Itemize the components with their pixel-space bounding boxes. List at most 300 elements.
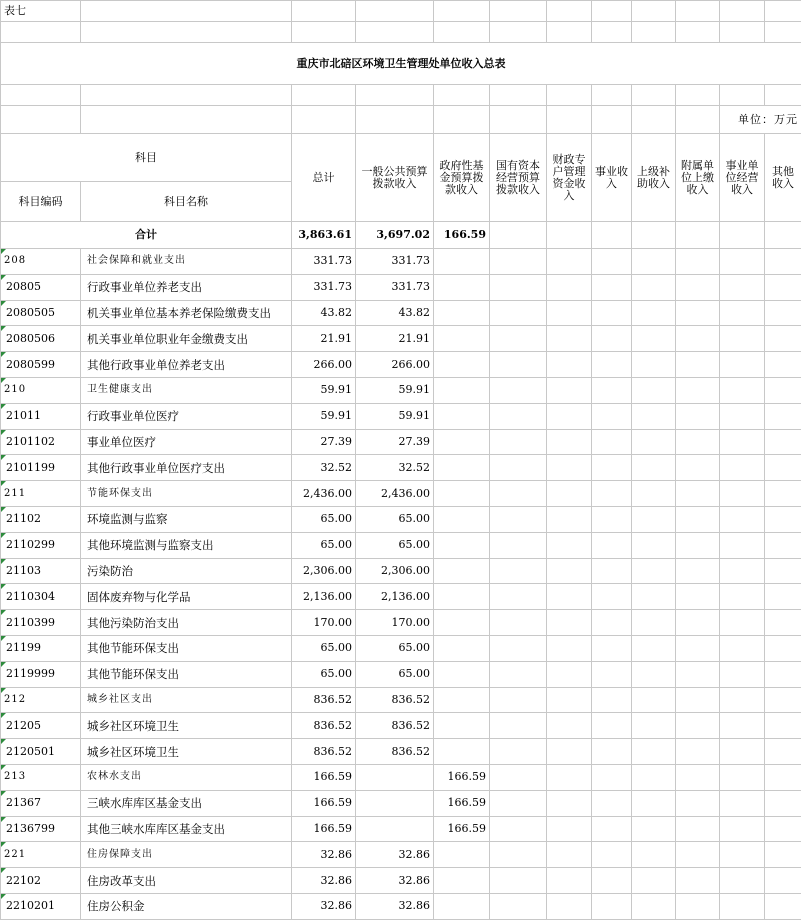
empty-cell[interactable] [490,661,547,687]
empty-cell[interactable] [547,403,592,429]
row-name[interactable]: 住房公积金 [81,893,292,919]
empty-cell[interactable] [632,893,676,919]
empty-cell[interactable] [490,506,547,532]
empty-cell[interactable] [632,455,676,481]
empty-cell[interactable] [676,868,720,894]
row-general[interactable]: 170.00 [356,610,434,636]
empty-cell[interactable] [490,893,547,919]
row-name[interactable]: 城乡社区环境卫生 [81,739,292,765]
row-code[interactable]: 21011 [1,403,81,429]
empty-cell[interactable] [765,455,801,481]
empty-cell[interactable] [720,481,765,507]
row-total[interactable]: 32.52 [292,455,356,481]
row-name[interactable]: 住房改革支出 [81,868,292,894]
empty-cell[interactable] [720,868,765,894]
empty-cell[interactable] [547,635,592,661]
row-name[interactable]: 其他污染防治支出 [81,610,292,636]
empty-cell[interactable] [547,506,592,532]
total-sum[interactable]: 3,863.61 [292,222,356,249]
empty-cell[interactable] [720,326,765,352]
empty-cell[interactable] [632,610,676,636]
empty-cell[interactable] [632,326,676,352]
empty-cell[interactable] [676,610,720,636]
empty-cell[interactable] [547,764,592,790]
row-name[interactable]: 城乡社区支出 [81,687,292,713]
row-total[interactable]: 65.00 [292,532,356,558]
row-fund[interactable] [434,532,490,558]
header-other[interactable]: 其他收入 [765,134,801,222]
empty-cell[interactable] [592,352,632,378]
row-total[interactable]: 27.39 [292,429,356,455]
row-code[interactable]: 2110304 [1,584,81,610]
header-operating[interactable]: 事业单位经营收入 [720,134,765,222]
row-fund[interactable] [434,739,490,765]
empty-cell[interactable] [592,790,632,816]
empty-cell[interactable] [592,300,632,326]
row-fund[interactable] [434,352,490,378]
row-total[interactable]: 43.82 [292,300,356,326]
row-general[interactable]: 836.52 [356,713,434,739]
empty-cell[interactable] [547,610,592,636]
empty-cell[interactable] [765,532,801,558]
empty-cell[interactable] [676,790,720,816]
empty-cell[interactable] [592,326,632,352]
empty-cell[interactable] [676,455,720,481]
row-code[interactable]: 20805 [1,274,81,300]
empty-cell[interactable] [490,687,547,713]
empty-cell[interactable] [547,532,592,558]
empty-cell[interactable] [632,764,676,790]
empty-cell[interactable] [676,352,720,378]
empty-cell[interactable] [490,455,547,481]
empty-cell[interactable] [765,249,801,275]
row-total[interactable]: 2,306.00 [292,558,356,584]
row-total[interactable]: 836.52 [292,713,356,739]
row-code[interactable]: 21205 [1,713,81,739]
row-general[interactable]: 836.52 [356,739,434,765]
header-gov-fund[interactable]: 政府性基金预算拨款收入 [434,134,490,222]
row-fund[interactable] [434,842,490,868]
empty-cell[interactable] [632,249,676,275]
empty-cell[interactable] [592,687,632,713]
empty-cell[interactable] [676,661,720,687]
empty-cell[interactable] [632,635,676,661]
empty-cell[interactable] [632,274,676,300]
empty-cell[interactable] [720,377,765,403]
row-code[interactable]: 213 [1,764,81,790]
empty-cell[interactable] [490,816,547,842]
row-total[interactable]: 65.00 [292,661,356,687]
row-general[interactable]: 65.00 [356,661,434,687]
row-total[interactable]: 836.52 [292,687,356,713]
empty-cell[interactable] [592,816,632,842]
empty-cell[interactable] [490,249,547,275]
row-general[interactable]: 43.82 [356,300,434,326]
empty-cell[interactable] [720,455,765,481]
total-label[interactable]: 合计 [1,222,292,249]
empty-cell[interactable] [765,739,801,765]
empty-cell[interactable] [676,893,720,919]
row-general[interactable]: 331.73 [356,249,434,275]
empty-cell[interactable] [765,300,801,326]
header-code[interactable]: 科目编码 [1,182,81,222]
empty-cell[interactable] [765,429,801,455]
empty-cell[interactable] [547,481,592,507]
row-name[interactable]: 其他行政事业单位医疗支出 [81,455,292,481]
row-general[interactable]: 331.73 [356,274,434,300]
empty-cell[interactable] [592,868,632,894]
row-total[interactable]: 166.59 [292,816,356,842]
row-code[interactable]: 21102 [1,506,81,532]
row-total[interactable]: 331.73 [292,274,356,300]
empty-cell[interactable] [765,764,801,790]
empty-cell[interactable] [720,300,765,326]
header-total[interactable]: 总计 [292,134,356,222]
unit-label[interactable]: 单位：万元 [720,106,801,134]
row-name[interactable]: 其他节能环保支出 [81,661,292,687]
empty-cell[interactable] [765,661,801,687]
empty-cell[interactable] [547,455,592,481]
row-name[interactable]: 行政事业单位养老支出 [81,274,292,300]
header-state-capital[interactable]: 国有资本经营预算拨款收入 [490,134,547,222]
empty-cell[interactable] [490,326,547,352]
empty-cell[interactable] [676,558,720,584]
empty-cell[interactable] [765,558,801,584]
row-general[interactable]: 32.86 [356,842,434,868]
empty-cell[interactable] [720,635,765,661]
header-name[interactable]: 科目名称 [81,182,292,222]
row-name[interactable]: 卫生健康支出 [81,377,292,403]
empty-cell[interactable] [765,506,801,532]
row-general[interactable] [356,816,434,842]
empty-cell[interactable] [765,842,801,868]
row-name[interactable]: 行政事业单位医疗 [81,403,292,429]
empty-cell[interactable] [547,816,592,842]
row-code[interactable]: 21103 [1,558,81,584]
empty-cell[interactable] [547,429,592,455]
empty-cell[interactable] [720,403,765,429]
empty-cell[interactable] [490,842,547,868]
empty-cell[interactable] [547,687,592,713]
row-general[interactable]: 266.00 [356,352,434,378]
empty-cell[interactable] [720,661,765,687]
empty-cell[interactable] [632,584,676,610]
empty-cell[interactable] [592,584,632,610]
row-name[interactable]: 事业单位医疗 [81,429,292,455]
row-total[interactable]: 170.00 [292,610,356,636]
empty-cell[interactable] [490,764,547,790]
row-total[interactable]: 32.86 [292,842,356,868]
empty-cell[interactable] [592,429,632,455]
empty-cell[interactable] [765,584,801,610]
row-code[interactable]: 2101199 [1,455,81,481]
row-fund[interactable] [434,868,490,894]
empty-cell[interactable] [547,868,592,894]
row-name[interactable]: 固体废弃物与化学品 [81,584,292,610]
row-total[interactable]: 65.00 [292,506,356,532]
empty-cell[interactable] [676,842,720,868]
row-fund[interactable] [434,584,490,610]
empty-cell[interactable] [592,249,632,275]
row-general[interactable]: 65.00 [356,635,434,661]
row-fund[interactable]: 166.59 [434,816,490,842]
empty-cell[interactable] [592,532,632,558]
row-fund[interactable] [434,481,490,507]
empty-cell[interactable] [676,274,720,300]
row-fund[interactable] [434,558,490,584]
empty-cell[interactable] [720,584,765,610]
empty-cell[interactable] [720,713,765,739]
row-fund[interactable] [434,377,490,403]
row-fund[interactable] [434,429,490,455]
empty-cell[interactable] [592,274,632,300]
empty-cell[interactable] [676,532,720,558]
row-total[interactable]: 32.86 [292,868,356,894]
empty-cell[interactable] [632,429,676,455]
empty-cell[interactable] [592,403,632,429]
page-title[interactable]: 重庆市北碚区环境卫生管理处单位收入总表 [1,43,801,85]
empty-cell[interactable] [720,274,765,300]
row-fund[interactable]: 166.59 [434,764,490,790]
empty-cell[interactable] [676,506,720,532]
row-name[interactable]: 节能环保支出 [81,481,292,507]
row-total[interactable]: 266.00 [292,352,356,378]
empty-cell[interactable] [547,661,592,687]
empty-cell[interactable] [632,713,676,739]
empty-cell[interactable] [632,868,676,894]
empty-cell[interactable] [592,764,632,790]
empty-cell[interactable] [765,868,801,894]
empty-cell[interactable] [592,610,632,636]
empty-cell[interactable] [632,506,676,532]
empty-cell[interactable] [720,558,765,584]
row-fund[interactable] [434,274,490,300]
row-name[interactable]: 机关事业单位基本养老保险缴费支出 [81,300,292,326]
row-fund[interactable] [434,403,490,429]
row-code[interactable]: 2110399 [1,610,81,636]
empty-cell[interactable] [490,352,547,378]
empty-cell[interactable] [592,893,632,919]
row-code[interactable]: 208 [1,249,81,275]
row-name[interactable]: 社会保障和就业支出 [81,249,292,275]
row-total[interactable]: 836.52 [292,739,356,765]
row-total[interactable]: 2,436.00 [292,481,356,507]
row-name[interactable]: 三峡水库库区基金支出 [81,790,292,816]
empty-cell[interactable] [720,429,765,455]
row-general[interactable]: 27.39 [356,429,434,455]
row-total[interactable]: 166.59 [292,764,356,790]
empty-cell[interactable] [765,352,801,378]
row-code[interactable]: 2080505 [1,300,81,326]
row-total[interactable]: 32.86 [292,893,356,919]
row-code[interactable]: 210 [1,377,81,403]
empty-cell[interactable] [490,558,547,584]
empty-cell[interactable] [490,713,547,739]
empty-cell[interactable] [676,300,720,326]
empty-cell[interactable] [676,739,720,765]
empty-cell[interactable] [765,326,801,352]
header-affiliated[interactable]: 附属单位上缴收入 [676,134,720,222]
row-code[interactable]: 2110299 [1,532,81,558]
empty-cell[interactable] [490,481,547,507]
row-general[interactable]: 2,136.00 [356,584,434,610]
header-general-budget[interactable]: 一般公共预算拨款收入 [356,134,434,222]
empty-cell[interactable] [490,429,547,455]
empty-cell[interactable] [720,790,765,816]
empty-cell[interactable] [676,816,720,842]
empty-cell[interactable] [720,764,765,790]
empty-cell[interactable] [490,739,547,765]
empty-cell[interactable] [676,377,720,403]
empty-cell[interactable] [676,764,720,790]
empty-cell[interactable] [592,558,632,584]
empty-cell[interactable] [720,739,765,765]
row-general[interactable]: 32.86 [356,893,434,919]
empty-cell[interactable] [632,558,676,584]
row-name[interactable]: 环境监测与监察 [81,506,292,532]
empty-cell[interactable] [490,300,547,326]
row-total[interactable]: 65.00 [292,635,356,661]
row-total[interactable]: 166.59 [292,790,356,816]
table-number[interactable]: 表七 [1,1,81,22]
row-code[interactable]: 2120501 [1,739,81,765]
empty-cell[interactable] [632,842,676,868]
header-fiscal-special[interactable]: 财政专户管理资金收入 [547,134,592,222]
row-code[interactable]: 211 [1,481,81,507]
empty-cell[interactable] [547,249,592,275]
empty-cell[interactable] [632,352,676,378]
empty-cell[interactable] [547,300,592,326]
empty-cell[interactable] [547,790,592,816]
header-business[interactable]: 事业收入 [592,134,632,222]
row-name[interactable]: 其他行政事业单位养老支出 [81,352,292,378]
row-general[interactable]: 836.52 [356,687,434,713]
empty-cell[interactable] [676,635,720,661]
row-fund[interactable] [434,300,490,326]
empty-cell[interactable] [490,790,547,816]
empty-cell[interactable] [490,532,547,558]
empty-cell[interactable] [547,739,592,765]
empty-cell[interactable] [765,274,801,300]
row-code[interactable]: 221 [1,842,81,868]
empty-cell[interactable] [765,713,801,739]
empty-cell[interactable] [592,377,632,403]
row-name[interactable]: 其他环境监测与监察支出 [81,532,292,558]
row-fund[interactable] [434,713,490,739]
empty-cell[interactable] [547,352,592,378]
row-general[interactable]: 59.91 [356,403,434,429]
row-total[interactable]: 59.91 [292,377,356,403]
empty-cell[interactable] [592,455,632,481]
empty-cell[interactable] [547,584,592,610]
row-general[interactable]: 21.91 [356,326,434,352]
empty-cell[interactable] [490,274,547,300]
row-code[interactable]: 21199 [1,635,81,661]
empty-cell[interactable] [490,868,547,894]
empty-cell[interactable] [632,790,676,816]
row-code[interactable]: 2136799 [1,816,81,842]
row-general[interactable]: 32.86 [356,868,434,894]
row-name[interactable]: 其他节能环保支出 [81,635,292,661]
empty-cell[interactable] [720,249,765,275]
empty-cell[interactable] [676,584,720,610]
row-fund[interactable]: 166.59 [434,790,490,816]
empty-cell[interactable] [765,687,801,713]
empty-cell[interactable] [676,713,720,739]
row-general[interactable]: 59.91 [356,377,434,403]
empty-cell[interactable] [765,481,801,507]
row-fund[interactable] [434,635,490,661]
empty-cell[interactable] [720,352,765,378]
row-name[interactable]: 其他三峡水库库区基金支出 [81,816,292,842]
empty-cell[interactable] [592,661,632,687]
empty-cell[interactable] [765,377,801,403]
empty-cell[interactable] [490,403,547,429]
row-general[interactable]: 32.52 [356,455,434,481]
row-code[interactable]: 22102 [1,868,81,894]
empty-cell[interactable] [765,816,801,842]
empty-cell[interactable] [632,403,676,429]
row-fund[interactable] [434,249,490,275]
empty-cell[interactable] [592,635,632,661]
row-name[interactable]: 住房保障支出 [81,842,292,868]
row-code[interactable]: 2080599 [1,352,81,378]
empty-cell[interactable] [676,249,720,275]
empty-cell[interactable] [765,403,801,429]
empty-cell[interactable] [632,661,676,687]
empty-cell[interactable] [592,506,632,532]
row-total[interactable]: 59.91 [292,403,356,429]
empty-cell[interactable] [720,893,765,919]
header-superior-subsidy[interactable]: 上级补助收入 [632,134,676,222]
empty-cell[interactable] [490,610,547,636]
empty-cell[interactable] [720,842,765,868]
row-fund[interactable] [434,326,490,352]
row-code[interactable]: 21367 [1,790,81,816]
row-code[interactable]: 2119999 [1,661,81,687]
row-total[interactable]: 331.73 [292,249,356,275]
empty-cell[interactable] [676,687,720,713]
row-total[interactable]: 21.91 [292,326,356,352]
empty-cell[interactable] [592,842,632,868]
row-general[interactable]: 65.00 [356,506,434,532]
row-general[interactable]: 2,306.00 [356,558,434,584]
empty-cell[interactable] [547,326,592,352]
empty-cell[interactable] [547,713,592,739]
row-fund[interactable] [434,610,490,636]
empty-cell[interactable] [720,506,765,532]
row-name[interactable]: 机关事业单位职业年金缴费支出 [81,326,292,352]
row-fund[interactable] [434,455,490,481]
empty-cell[interactable] [547,377,592,403]
row-fund[interactable] [434,506,490,532]
row-general[interactable]: 65.00 [356,532,434,558]
empty-cell[interactable] [547,842,592,868]
empty-cell[interactable] [632,739,676,765]
empty-cell[interactable] [676,429,720,455]
row-fund[interactable] [434,687,490,713]
empty-cell[interactable] [490,377,547,403]
empty-cell[interactable] [547,558,592,584]
row-general[interactable]: 2,436.00 [356,481,434,507]
row-code[interactable]: 2080506 [1,326,81,352]
empty-cell[interactable] [720,610,765,636]
row-name[interactable]: 农林水支出 [81,764,292,790]
row-general[interactable] [356,764,434,790]
total-fund[interactable]: 166.59 [434,222,490,249]
empty-cell[interactable] [547,274,592,300]
header-subject[interactable]: 科目 [1,134,292,182]
